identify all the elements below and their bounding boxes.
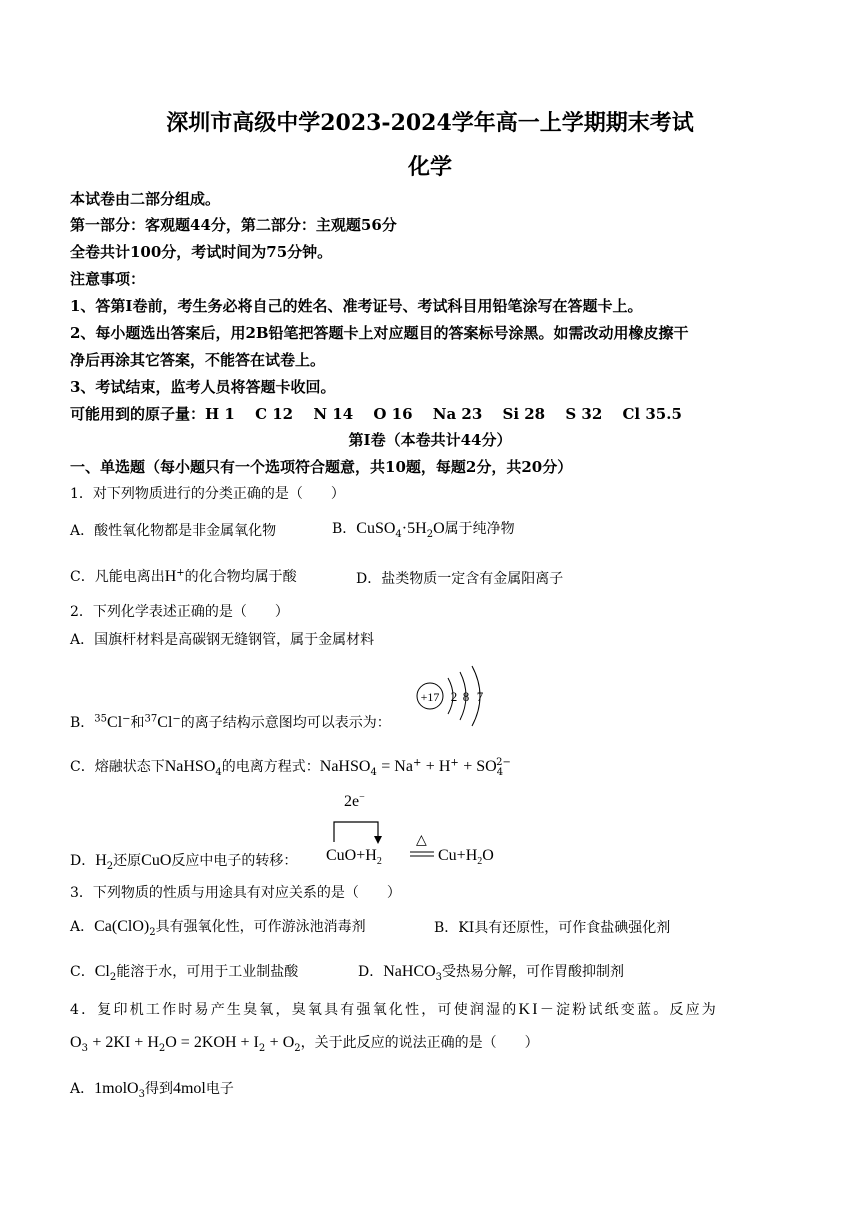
- q4-stem-line-2: $O_3 + 2KI + H_2O = 2KOH + I_2 + O_2$，关于此反应的说法正确的是（ ）: [70, 1034, 539, 1054]
- q4-stem-ki: KI: [518, 1001, 540, 1018]
- q4-a-label: A．: [70, 1081, 95, 1097]
- eq-reactants: $CuO+H_2$: [326, 847, 382, 866]
- shell-1-electrons: 2: [450, 689, 458, 704]
- q2-b-cl2: Cl: [157, 714, 173, 731]
- intro-line-1: 本试卷由二部分组成。: [70, 190, 221, 208]
- q1-b-formula: CuSO: [356, 520, 396, 537]
- q3-d-label: D．: [358, 964, 384, 980]
- q2-d-label: D．: [70, 853, 96, 869]
- electron-count: 2e−: [344, 792, 365, 810]
- q4-stem-1-end: －淀粉试纸变蓝。反应为: [539, 1002, 719, 1018]
- intro-line-2: 第一部分：客观题44分，第二部分：主观题56分: [70, 216, 397, 234]
- q3-option-d: D．NaHCO$_3$受热易分解，可作胃酸抑制剂: [358, 963, 625, 983]
- q2-c-eq-left: NaHSO: [319, 758, 371, 775]
- q1-stem: 1．对下列物质进行的分类正确的是（ ）: [70, 486, 345, 502]
- notice-2a: 2、每小题选出答案后，用2B铅笔把答题卡上对应题目的答案标号涂黑。如需改动用橡皮擦干: [70, 324, 689, 342]
- q2-b-cl1: Cl: [107, 714, 123, 731]
- q2-b-text: 的离子结构示意图均可以表示为：: [180, 715, 391, 731]
- q4-a-f2: 4mol: [172, 1080, 206, 1097]
- transfer-bracket: [334, 822, 378, 842]
- q3-d-text: 受热易分解，可作胃酸抑制剂: [442, 964, 625, 980]
- q2-option-d: D．$H_2$还原CuO反应中电子的转移：: [70, 852, 298, 872]
- transfer-arrowhead: [374, 836, 382, 844]
- q1-option-c: C．凡能电离出H+的化合物均属于酸: [70, 567, 297, 585]
- q1-c-formula: H: [164, 568, 177, 585]
- q3-option-b: B．KI具有还原性，可作食盐碘强化剂: [434, 920, 671, 936]
- q2-c-text: 的电离方程式：: [221, 759, 320, 775]
- q2-c-eq-na: = Na: [381, 758, 413, 775]
- q3-stem: 3．下列物质的性质与用途具有对应关系的是（ ）: [70, 885, 401, 901]
- atomic-values: H 1 C 12 N 14 O 16 Na 23 Si 28 S 32 Cl 35.5: [205, 405, 682, 423]
- nucleus-charge: +17: [420, 690, 440, 704]
- q3-option-a: A．$Ca(ClO)_2$具有强氧化性，可作游泳池消毒剂: [70, 918, 366, 938]
- q4-a-text2: 电子: [205, 1081, 234, 1097]
- q2-stem: 2．下列化学表述正确的是（ ）: [70, 604, 289, 620]
- q1-b-formula2: ·5H: [401, 520, 427, 537]
- shell-2-electrons: 8: [462, 689, 470, 704]
- q4-stem-2: ，关于此反应的说法正确的是（ ）: [300, 1035, 539, 1051]
- q2-c-formula: NaHSO: [164, 758, 216, 775]
- q4-a-text: 得到: [144, 1081, 173, 1097]
- q4-eq-part3: + O: [269, 1034, 295, 1051]
- q2-d-h2: H: [95, 852, 107, 869]
- q4-option-a: A．1molO$_3$得到4mol电子: [70, 1080, 234, 1100]
- q1-option-b: B．$CuSO_4\cdot 5H_2O$属于纯净物: [332, 520, 515, 540]
- q2-b-and: 和: [130, 715, 145, 731]
- notice-3: 3、考试结束，监考人员将答题卡收回。: [70, 378, 336, 396]
- shell-3-electrons: 7: [476, 689, 484, 704]
- exam-title: 深圳市高级中学2023-2024学年高一上学期期末考试: [166, 110, 694, 136]
- q4-eq-part1: + 2KI + H: [92, 1034, 159, 1051]
- q2-b-label: B．: [70, 715, 95, 731]
- q1-b-formula3: O: [433, 520, 445, 537]
- atomic-label: 可能用到的原子量：: [70, 405, 206, 423]
- q3-d-formula: NaHCO: [383, 963, 436, 980]
- intro-line-3: 全卷共计100分，考试时间为75分钟。: [70, 243, 333, 261]
- notice-title: 注意事项：: [70, 270, 146, 288]
- q1-option-a: A．酸性氧化物都是非金属氧化物: [70, 523, 277, 539]
- q4-stem-1: 4．复印机工作时易产生臭氧，臭氧具有强氧化性，可使润湿的: [70, 1002, 519, 1018]
- q2-d-cuo: CuO: [141, 852, 172, 869]
- q3-c-label: C．: [70, 964, 95, 980]
- q2-option-c: C．熔融状态下NaHSO$_4$的电离方程式：NaHSO$_4$ = $Na^+ + H^+ + SO_4^{2-}$: [70, 757, 511, 778]
- q4-a-f1: 1molO: [94, 1080, 139, 1097]
- q3-a-text: 具有强氧化性，可作游泳池消毒剂: [155, 919, 366, 935]
- q4-eq-o3: O: [70, 1034, 82, 1051]
- q2-option-a: A．国旗杆材料是高碳钢无缝钢管，属于金属材料: [70, 632, 375, 648]
- q4-eq-part2: O = 2KOH + I: [165, 1034, 259, 1051]
- ion-structure-diagram: [408, 660, 498, 736]
- section-heading: 一、单选题（每小题只有一个选项符合题意，共10题，每题2分，共20分）: [70, 458, 573, 476]
- q3-option-c: C．$Cl_2$能溶于水，可用于工业制盐酸: [70, 963, 299, 983]
- q3-c-formula: Cl: [94, 963, 110, 980]
- eq-products: $Cu+H_2O$: [438, 847, 494, 866]
- q1-b-text: 属于纯净物: [444, 521, 515, 537]
- q1-c-label: C．凡能电离出: [70, 569, 165, 585]
- q2-c-label: C．熔融状态下: [70, 759, 165, 775]
- q4-stem-line-1: [70, 1001, 718, 1019]
- q1-option-d: D．盐类物质一定含有金属阳离子: [356, 571, 564, 587]
- atomic-masses-line: [70, 405, 682, 423]
- q2-d-text2: 反应中电子的转移：: [171, 853, 298, 869]
- electron-transfer-diagram: [320, 786, 520, 866]
- q2-d-text1: 还原: [113, 853, 142, 869]
- q3-a-formula: Ca(ClO): [94, 918, 150, 935]
- q2-c-eq-so4: + SO: [463, 758, 497, 775]
- q3-a-label: A．: [70, 919, 95, 935]
- q1-c-text: 的化合物均属于酸: [184, 569, 297, 585]
- heat-symbol: △: [416, 833, 427, 848]
- notice-2b: 净后再涂其它答案，不能答在试卷上。: [70, 351, 326, 369]
- q2-option-b: B．$^{35}$Cl−和$^{37}$Cl−的离子结构示意图均可以表示为：: [70, 713, 391, 731]
- exam-subject: 化学: [407, 154, 452, 180]
- q1-b-label: B．: [332, 521, 357, 537]
- notice-1: 1、答第Ⅰ卷前，考生务必将自己的姓名、准考证号、考试科目用铅笔涂写在答题卡上。: [70, 297, 643, 315]
- q2-c-eq-h: + H: [425, 758, 451, 775]
- q3-c-text: 能溶于水，可用于工业制盐酸: [116, 964, 299, 980]
- part1-heading: 第Ⅰ卷（本卷共计44分）: [348, 431, 512, 449]
